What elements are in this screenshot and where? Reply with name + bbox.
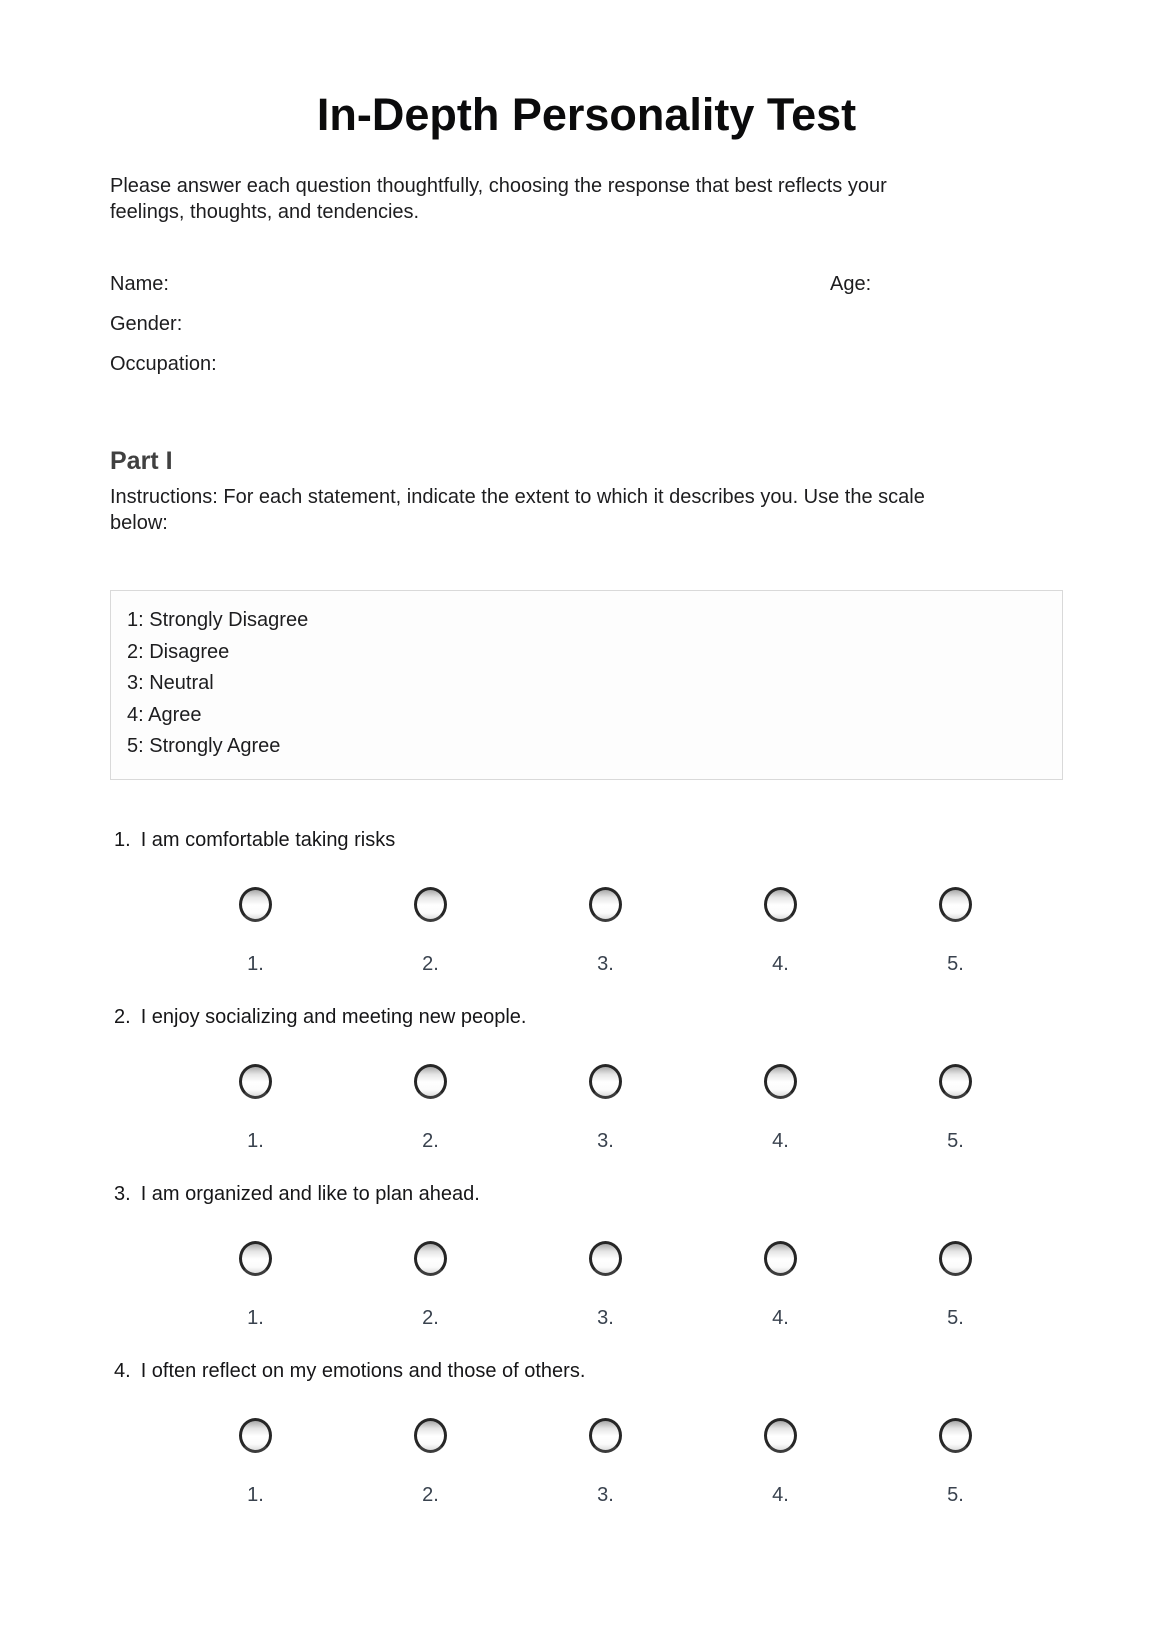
gender-input[interactable]: [182, 314, 402, 336]
q2-option-1-radio[interactable]: [239, 1064, 272, 1099]
question-3-block: [110, 1182, 1063, 1329]
q4-option-3-radio[interactable]: [589, 1418, 622, 1453]
q4-option-1-label: 1.: [247, 1483, 264, 1506]
q2-option-4-label: 4.: [772, 1129, 789, 1152]
q4-option-1-radio[interactable]: [239, 1418, 272, 1453]
name-input[interactable]: [169, 274, 389, 296]
q2-option-2-radio[interactable]: [414, 1064, 447, 1099]
q1-option-4-radio[interactable]: [764, 887, 797, 922]
question-3-number: 3.: [114, 1182, 131, 1205]
q4-option-4-label: 4.: [772, 1483, 789, 1506]
scale-key-item-5: 5: Strongly Agree: [127, 735, 281, 757]
q2-option-5-radio[interactable]: [939, 1064, 972, 1099]
q1-option-5-radio[interactable]: [939, 887, 972, 922]
question-2-labels-row: [168, 1130, 1043, 1152]
q4-option-4-radio[interactable]: [764, 1418, 797, 1453]
q2-option-3-radio[interactable]: [589, 1064, 622, 1099]
q3-option-5-radio[interactable]: [939, 1241, 972, 1276]
q3-option-1-label: 1.: [247, 1306, 264, 1329]
question-1-block: [110, 828, 1063, 975]
intro-line-1: Please answer each question thoughtfully, choosing the response that best reflects your: [110, 175, 887, 197]
part1-heading: Part I: [110, 447, 173, 475]
intro-paragraph: [110, 173, 1063, 225]
q4-option-3-label: 3.: [597, 1483, 614, 1506]
q4-option-5-radio[interactable]: [939, 1418, 972, 1453]
q3-option-1-radio[interactable]: [239, 1241, 272, 1276]
name-age-row: [110, 272, 1063, 296]
gender-label: Gender:: [110, 313, 183, 335]
question-1-text: [114, 828, 1063, 852]
rating-scale-list: [127, 605, 1046, 763]
q3-option-3-label: 3.: [597, 1306, 614, 1329]
q1-option-1-radio[interactable]: [239, 887, 272, 922]
instructions-line-2: below:: [110, 512, 168, 534]
q3-option-3-radio[interactable]: [589, 1241, 622, 1276]
gender-row: [110, 312, 1063, 336]
q3-option-2-radio[interactable]: [414, 1241, 447, 1276]
question-1-number: 1.: [114, 828, 131, 851]
q3-option-4-label: 4.: [772, 1306, 789, 1329]
q2-option-5-label: 5.: [947, 1129, 964, 1152]
q1-option-3-label: 3.: [597, 952, 614, 975]
question-3-text: [114, 1182, 1063, 1206]
question-4-text: [114, 1359, 1063, 1383]
rating-scale-key: [110, 590, 1063, 780]
q4-option-5-label: 5.: [947, 1483, 964, 1506]
question-2-statement: I enjoy socializing and meeting new people.: [140, 1005, 527, 1028]
page-title: In-Depth Personality Test: [316, 89, 857, 140]
occupation-input[interactable]: [217, 354, 437, 376]
q4-option-2-label: 2.: [422, 1483, 439, 1506]
question-4-block: [110, 1359, 1063, 1506]
q3-option-2-label: 2.: [422, 1306, 439, 1329]
occupation-label: Occupation:: [110, 353, 217, 375]
intro-line-2: feelings, thoughts, and tendencies.: [110, 201, 420, 223]
question-1-options-row: [168, 887, 1043, 922]
scale-key-item-3: 3: Neutral: [127, 672, 214, 694]
q2-option-1-label: 1.: [247, 1129, 264, 1152]
q1-option-3-radio[interactable]: [589, 887, 622, 922]
name-label: Name:: [110, 273, 169, 295]
question-3-options-row: [168, 1241, 1043, 1276]
personality-test-page: [0, 88, 1176, 1630]
q1-option-4-label: 4.: [772, 952, 789, 975]
question-1-labels-row: [168, 953, 1043, 975]
scale-key-item-4: 4: Agree: [127, 703, 202, 726]
scale-key-item-2: 2: Disagree: [127, 640, 230, 663]
question-3-labels-row: [168, 1307, 1043, 1329]
instructions-line-1: Instructions: For each statement, indicate the extent to which it describes you. Use the scale: [110, 486, 925, 508]
q2-option-2-label: 2.: [422, 1129, 439, 1152]
question-4-statement: I often reflect on my emotions and those of others.: [140, 1359, 586, 1382]
question-4-labels-row: [168, 1484, 1043, 1506]
question-3-statement: I am organized and like to plan ahead.: [140, 1182, 480, 1205]
q4-option-2-radio[interactable]: [414, 1418, 447, 1453]
question-2-text: [114, 1005, 1063, 1029]
q3-option-5-label: 5.: [947, 1306, 964, 1329]
q1-option-2-radio[interactable]: [414, 887, 447, 922]
question-2-block: [110, 1005, 1063, 1152]
scale-key-item-1: 1: Strongly Disagree: [127, 609, 309, 631]
q2-option-3-label: 3.: [597, 1129, 614, 1152]
age-label: Age:: [830, 273, 872, 295]
q1-option-5-label: 5.: [947, 952, 964, 975]
question-1-statement: I am comfortable taking risks: [140, 828, 396, 851]
part1-instructions: [110, 484, 1063, 536]
question-4-options-row: [168, 1418, 1043, 1453]
question-2-number: 2.: [114, 1005, 131, 1028]
q1-option-2-label: 2.: [422, 952, 439, 975]
q2-option-4-radio[interactable]: [764, 1064, 797, 1099]
q1-option-1-label: 1.: [247, 952, 264, 975]
occupation-row: [110, 352, 1063, 376]
question-2-options-row: [168, 1064, 1043, 1099]
question-4-number: 4.: [114, 1359, 131, 1382]
q3-option-4-radio[interactable]: [764, 1241, 797, 1276]
